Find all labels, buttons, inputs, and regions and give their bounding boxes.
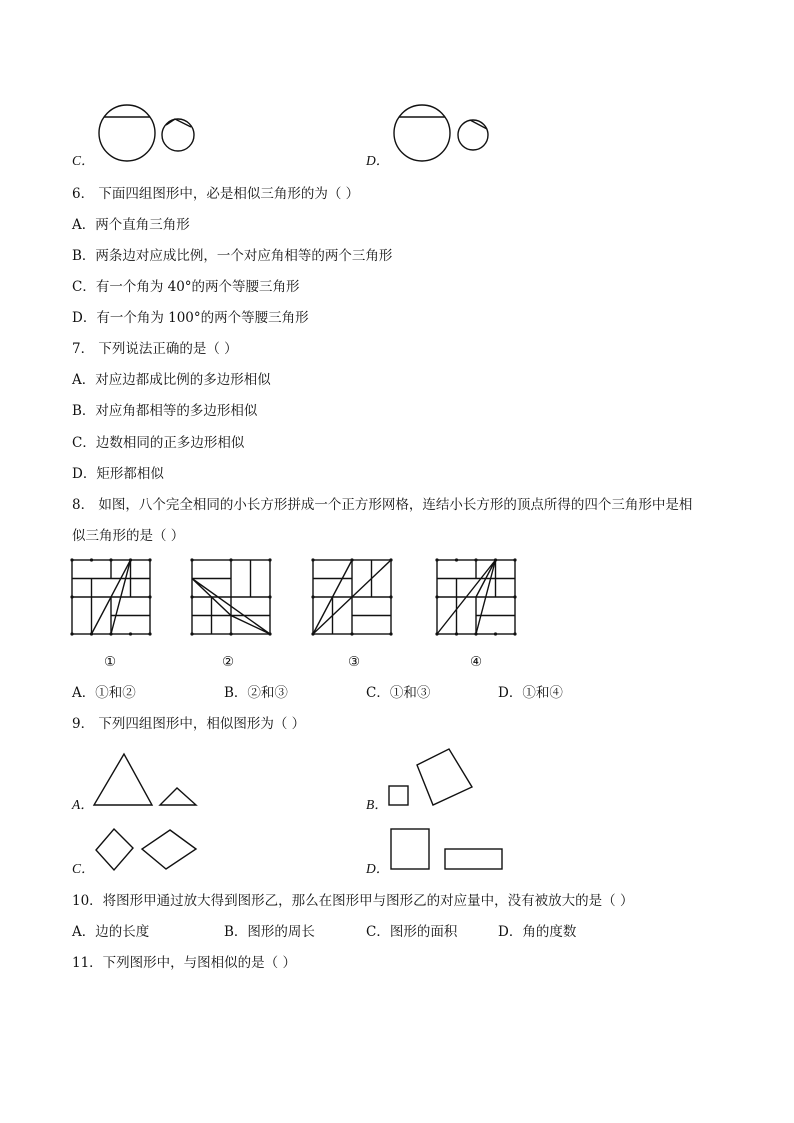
- q9b-small-square: [389, 786, 408, 805]
- q8-grid-figure-2: [192, 560, 272, 636]
- q9-figure-b: [388, 748, 478, 808]
- q10-option-b[interactable]: B．图形的周长: [224, 924, 315, 940]
- q8-fig-label-1: ①: [104, 654, 117, 670]
- q11-stem: 11．下列图形中，与图相似的是（ ）: [72, 955, 296, 971]
- q9d-rectangle: [445, 849, 502, 869]
- q8-fig-label-3: ③: [348, 654, 361, 670]
- q7-option-d[interactable]: D．矩形都相似: [72, 466, 164, 482]
- q9-option-c[interactable]: C．: [72, 861, 95, 876]
- q6-option-a[interactable]: A．两个直角三角形: [72, 217, 190, 233]
- q9a-large-triangle: [94, 754, 152, 805]
- q8-option-d[interactable]: D．①和④: [498, 685, 563, 701]
- q5-option-c[interactable]: C．: [72, 153, 95, 168]
- q9-option-d[interactable]: D．: [366, 861, 390, 876]
- q7-stem: 7． 下列说法正确的是（ ）: [72, 341, 238, 357]
- q6-option-c[interactable]: C．有一个角为 40°的两个等腰三角形: [72, 279, 300, 295]
- q5c-big-circle: [99, 105, 155, 161]
- q7-option-b[interactable]: B．对应角都相等的多边形相似: [72, 403, 258, 419]
- q6-option-b[interactable]: B．两条边对应成比例，一个对应角相等的两个三角形: [72, 248, 393, 264]
- q8-grid-figure-3: [313, 560, 393, 636]
- q9-figure-d: [390, 828, 510, 874]
- q8-stem-line1: 8． 如图，八个完全相同的小长方形拼成一个正方形网格，连结小长方形的顶点所得的四个三角形中是相: [72, 497, 693, 513]
- q8-fig-label-2: ②: [222, 654, 235, 670]
- q8-grid-figure-4: [437, 560, 517, 636]
- q8-option-c[interactable]: C．①和③: [366, 685, 431, 701]
- q7-option-a[interactable]: A．对应边都成比例的多边形相似: [72, 372, 271, 388]
- q8-stem-line2: 似三角形的是（ ）: [72, 528, 185, 544]
- q9b-rotated-square: [417, 749, 472, 805]
- q5d-big-circle: [394, 105, 450, 161]
- q8-option-b[interactable]: B．②和③: [224, 685, 288, 701]
- q6-stem: 6． 下面四组图形中，必是相似三角形的为（ ）: [72, 186, 360, 202]
- q10-option-a[interactable]: A．边的长度: [72, 924, 150, 940]
- q8-grid-figure-1: [72, 560, 152, 636]
- q6-option-d[interactable]: D．有一个角为 100°的两个等腰三角形: [72, 310, 309, 326]
- q9a-small-triangle: [160, 788, 196, 805]
- q5c-small-angle: [166, 119, 191, 127]
- q10-stem: 10．将图形甲通过放大得到图形乙，那么在图形甲与图形乙的对应量中，没有被放大的是（ ）: [72, 893, 634, 909]
- q9-option-b[interactable]: B．: [366, 797, 388, 812]
- q9c-rhombus: [142, 830, 196, 869]
- q7-option-c[interactable]: C．边数相同的正多边形相似: [72, 435, 245, 451]
- q10-option-d[interactable]: D．角的度数: [498, 924, 577, 940]
- q9-stem: 9． 下列四组图形中，相似图形为（ ）: [72, 716, 306, 732]
- q9-figure-c: [94, 828, 204, 874]
- q9d-square: [391, 829, 429, 869]
- q9c-square-diamond: [96, 829, 133, 870]
- q5-figure-c: [95, 103, 205, 163]
- q8-fig-label-4: ④: [470, 654, 483, 670]
- q9-option-a[interactable]: A．: [72, 797, 94, 812]
- q10-option-c[interactable]: C．图形的面积: [366, 924, 458, 940]
- q5-option-d[interactable]: D．: [366, 153, 390, 168]
- q8-option-a[interactable]: A．①和②: [72, 685, 136, 701]
- q5-figure-d: [390, 103, 500, 163]
- q5d-small-circle: [458, 120, 488, 150]
- q9-figure-a: [94, 754, 204, 810]
